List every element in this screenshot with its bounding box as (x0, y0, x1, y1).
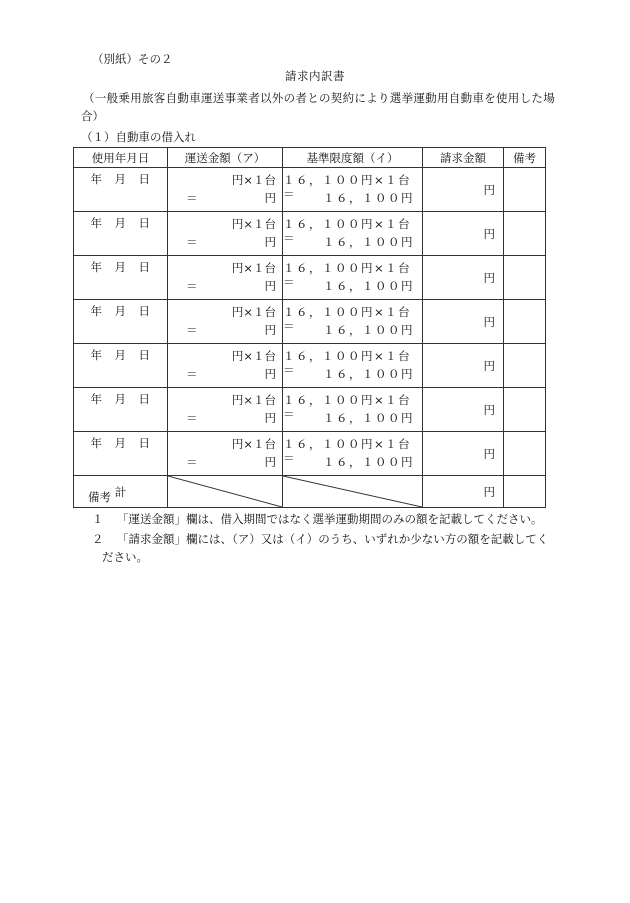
limit-total: １６，１００円 (323, 367, 414, 381)
fare-total: 円 (264, 235, 276, 249)
limit-formula: １６，１００円×１台＝ (283, 261, 412, 289)
invoice-breakdown-table (73, 147, 546, 508)
section-heading: （１）自動車の借入れ (81, 130, 196, 144)
fare-cell (168, 432, 283, 476)
table-row (74, 388, 546, 432)
fare-total: 円 (264, 191, 276, 205)
table-row (74, 168, 546, 212)
date-cell: 年 月 日 (74, 344, 168, 388)
document-title: 請求内訳書 (285, 69, 345, 83)
fare-total: 円 (264, 323, 276, 337)
equals-sign: ＝ (186, 367, 198, 381)
equals-sign: ＝ (186, 191, 198, 205)
equals-sign: ＝ (186, 235, 198, 249)
limit-cell (283, 300, 423, 344)
date-cell: 年 月 日 (74, 256, 168, 300)
fare-cell (168, 344, 283, 388)
equals-sign: ＝ (186, 279, 198, 293)
limit-total-struck-cell (283, 476, 423, 508)
fare-per-car: 円×１台 (231, 305, 276, 319)
limit-total: １６，１００円 (323, 191, 414, 205)
fare-per-car: 円×１台 (231, 349, 276, 363)
table-row (74, 256, 546, 300)
limit-formula: １６，１００円×１台＝ (283, 437, 412, 465)
limit-total: １６，１００円 (323, 455, 414, 469)
date-cell: 年 月 日 (74, 168, 168, 212)
limit-formula: １６，１００円×１台＝ (283, 217, 412, 245)
total-row (74, 476, 546, 508)
column-header-claim: 請求金額 (423, 148, 504, 168)
limit-total: １６，１００円 (323, 279, 414, 293)
note-text-continuation: ださい。 (102, 550, 148, 564)
remarks-cell (504, 300, 546, 344)
limit-cell (283, 256, 423, 300)
remarks-total-cell (504, 476, 546, 508)
limit-cell (283, 212, 423, 256)
fare-total-struck-cell (168, 476, 283, 508)
claim-cell: 円 (423, 432, 504, 476)
note-text: 「請求金額」欄には、（ア）又は（イ）のうち、いずれか少ない方の額を記載してく (117, 532, 549, 546)
limit-cell (283, 344, 423, 388)
column-header-limit: 基準限度額（イ） (283, 148, 423, 168)
limit-formula: １６，１００円×１台＝ (283, 305, 412, 333)
remarks-cell (504, 212, 546, 256)
fare-total: 円 (264, 411, 276, 425)
fare-cell (168, 168, 283, 212)
column-header-remarks: 備考 (504, 148, 546, 168)
date-cell: 年 月 日 (74, 388, 168, 432)
limit-formula: １６，１００円×１台＝ (283, 173, 412, 201)
fare-cell (168, 212, 283, 256)
claim-cell: 円 (423, 256, 504, 300)
fare-total: 円 (264, 279, 276, 293)
document-subtitle-line2: 合） (81, 109, 104, 123)
fare-per-car: 円×１台 (231, 437, 276, 451)
claim-cell: 円 (423, 344, 504, 388)
fare-total: 円 (264, 455, 276, 469)
date-cell: 年 月 日 (74, 212, 168, 256)
claim-total-cell: 円 (423, 476, 504, 508)
limit-total: １６，１００円 (323, 411, 414, 425)
table-row (74, 432, 546, 476)
claim-cell: 円 (423, 168, 504, 212)
claim-cell: 円 (423, 212, 504, 256)
fare-cell (168, 256, 283, 300)
fare-per-car: 円×１台 (231, 393, 276, 407)
date-cell: 年 月 日 (74, 432, 168, 476)
limit-cell (283, 168, 423, 212)
total-label: 計 (74, 476, 168, 508)
document-subtitle-line1: （一般乗用旅客自動車運送事業者以外の者との契約により選挙運動用自動車を使用した場 (83, 91, 555, 105)
limit-total: １６，１００円 (323, 235, 414, 249)
limit-formula: １６，１００円×１台＝ (283, 349, 412, 377)
notes-title: 備考 (88, 490, 111, 504)
equals-sign: ＝ (186, 455, 198, 469)
remarks-cell (504, 168, 546, 212)
limit-formula: １６，１００円×１台＝ (283, 393, 412, 421)
table-row (74, 300, 546, 344)
limit-cell (283, 432, 423, 476)
equals-sign: ＝ (186, 323, 198, 337)
fare-total: 円 (264, 367, 276, 381)
fare-per-car: 円×１台 (231, 261, 276, 275)
remarks-cell (504, 432, 546, 476)
note-number: ２ (92, 532, 104, 546)
table-row (74, 344, 546, 388)
remarks-cell (504, 344, 546, 388)
column-header-fare: 運送金額（ア） (168, 148, 283, 168)
fare-per-car: 円×１台 (231, 217, 276, 231)
column-header-date: 使用年月日 (74, 148, 168, 168)
equals-sign: ＝ (186, 411, 198, 425)
claim-cell: 円 (423, 300, 504, 344)
claim-cell: 円 (423, 388, 504, 432)
fare-cell (168, 388, 283, 432)
fare-per-car: 円×１台 (231, 173, 276, 187)
fare-cell (168, 300, 283, 344)
table-row (74, 212, 546, 256)
limit-total: １６，１００円 (323, 323, 414, 337)
date-cell: 年 月 日 (74, 300, 168, 344)
table-header-row (74, 148, 546, 168)
remarks-cell (504, 388, 546, 432)
attachment-label: （別紙）その２ (92, 52, 173, 66)
note-text: 「運送金額」欄は、借入期間ではなく選挙運動期間のみの額を記載してください。 (117, 512, 543, 526)
limit-cell (283, 388, 423, 432)
note-number: １ (92, 512, 104, 526)
remarks-cell (504, 256, 546, 300)
